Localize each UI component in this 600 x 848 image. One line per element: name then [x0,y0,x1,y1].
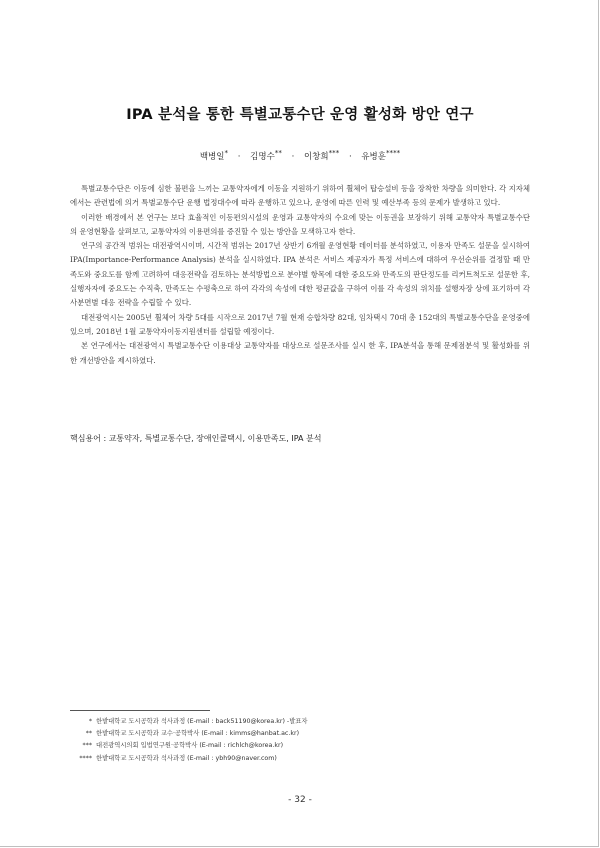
footnote-mark: **** [79,754,92,762]
footnote-3 [70,740,510,752]
footnote-1 [70,716,510,728]
page-number: - 32 - [288,795,312,805]
abstract-paragraph-5: 본 연구에서는 대전광역시 특별교통수단 이용대상 교통약자를 대상으로 설문조사를 실시 한 후, IPA분석을 통해 문제점분석 및 활성화를 위한 개선방안을 제시하였다. [70,341,530,365]
author-1: 백병일* [199,148,229,162]
footnote-mark: * [88,718,92,725]
keywords-label: 핵심용어 : [70,434,107,443]
footnote-text: 대전광역시의회 입법연구원·공학박사 (E-mail : richlch@korea.kr) [96,742,284,750]
footnote-text: 한밭대학교 도시공학과 석사과정 (E-mail : back51190@korea.kr) -발표자 [96,718,308,725]
abstract [70,182,530,368]
author-line [0,148,600,162]
author-separator: · [237,151,241,162]
footnote-mark: ** [85,730,92,738]
abstract-paragraph-1: 특별교통수단은 이동에 심한 불편을 느끼는 교통약자에게 이동을 지원하기 위하여 휠체어 탑승설비 등을 장착한 차량을 의미한다. 각 지자체에서는 관련법에 의거 특별교통수단 운행 법정대수에 따라 운행하고 있으나, 운영에 따른 인력 및 예산부족 등의 문제가 발생하고 있다. [70,184,530,208]
footnote-2 [70,728,510,740]
author-2: 김명수** [250,148,282,162]
keywords [70,433,530,444]
abstract-paragraph-4: 대전광역시는 2005년 휠체어 차량 5대를 시작으로 2017년 7월 현재 승합차량 82대, 임차택시 70대 총 152대의 특별교통수단을 운영중에 있으며, 2018년 1월 교통약자이동지원센터를 설립할 예정이다. [70,312,530,336]
footnote-4 [70,753,510,765]
paper-title: IPA 분석을 통한 특별교통수단 운영 활성화 방안 연구 [126,107,474,123]
footnote-text: 한밭대학교 도시공학과 교수·공학박사 (E-mail : kimms@hanbat.ac.kr) [96,730,300,738]
author-separator: · [348,151,352,162]
footnotes [70,716,510,765]
abstract-paragraph-3: 연구의 공간적 범위는 대전광역시이며, 시간적 범위는 2017년 상반기 6개월 운영현황 데이터를 분석하였고, 이용자 만족도 설문을 실시하여 IPA(Importance-Performance Analysis) 분석을 실시하였다. IPA 분석은 서비스 제공자가 특정 서비스에 대하여 우선순위를 결정할 때 만족도와 중요도를 함께 고려하여 대응전략을 검토하는 분석방법으로 분야별 항목에 대한 중요도와 만족도의 판단정도를 리커트척도로 설문한 후, 실행자자에 중요도는 수직축, 만족도는 수평축으로 하여 각각의 속성에 대한 평균값을 구하여 이를 각 속성의 위치를 설행자장 상에 표기하여 각 사분면별 대응 전략을 수립할 수 있다. [70,241,530,308]
footnote-text: 한밭대학교 도시공학과 석사과정 (E-mail : ybh90@naver.com) [96,754,277,762]
author-4: 유병훈**** [361,148,401,162]
author-3: 이창희*** [303,148,340,162]
author-separator: · [291,151,295,162]
abstract-paragraph-2: 이러한 배경에서 본 연구는 보다 효율적인 이동편의시설의 운영과 교통약자의 수요에 맞는 이동권을 보장하기 위해 교통약자 특별교통수단의 운영현황을 살펴보고, 교통약자의 이용편의를 증진할 수 있는 방안을 모색하고자 한다. [70,212,530,236]
footnote-rule [70,710,210,711]
footnote-mark: *** [82,742,92,750]
keywords-text: 교통약자, 특별교통수단, 장애인콜택시, 이용만족도, IPA 분석 [108,434,322,443]
